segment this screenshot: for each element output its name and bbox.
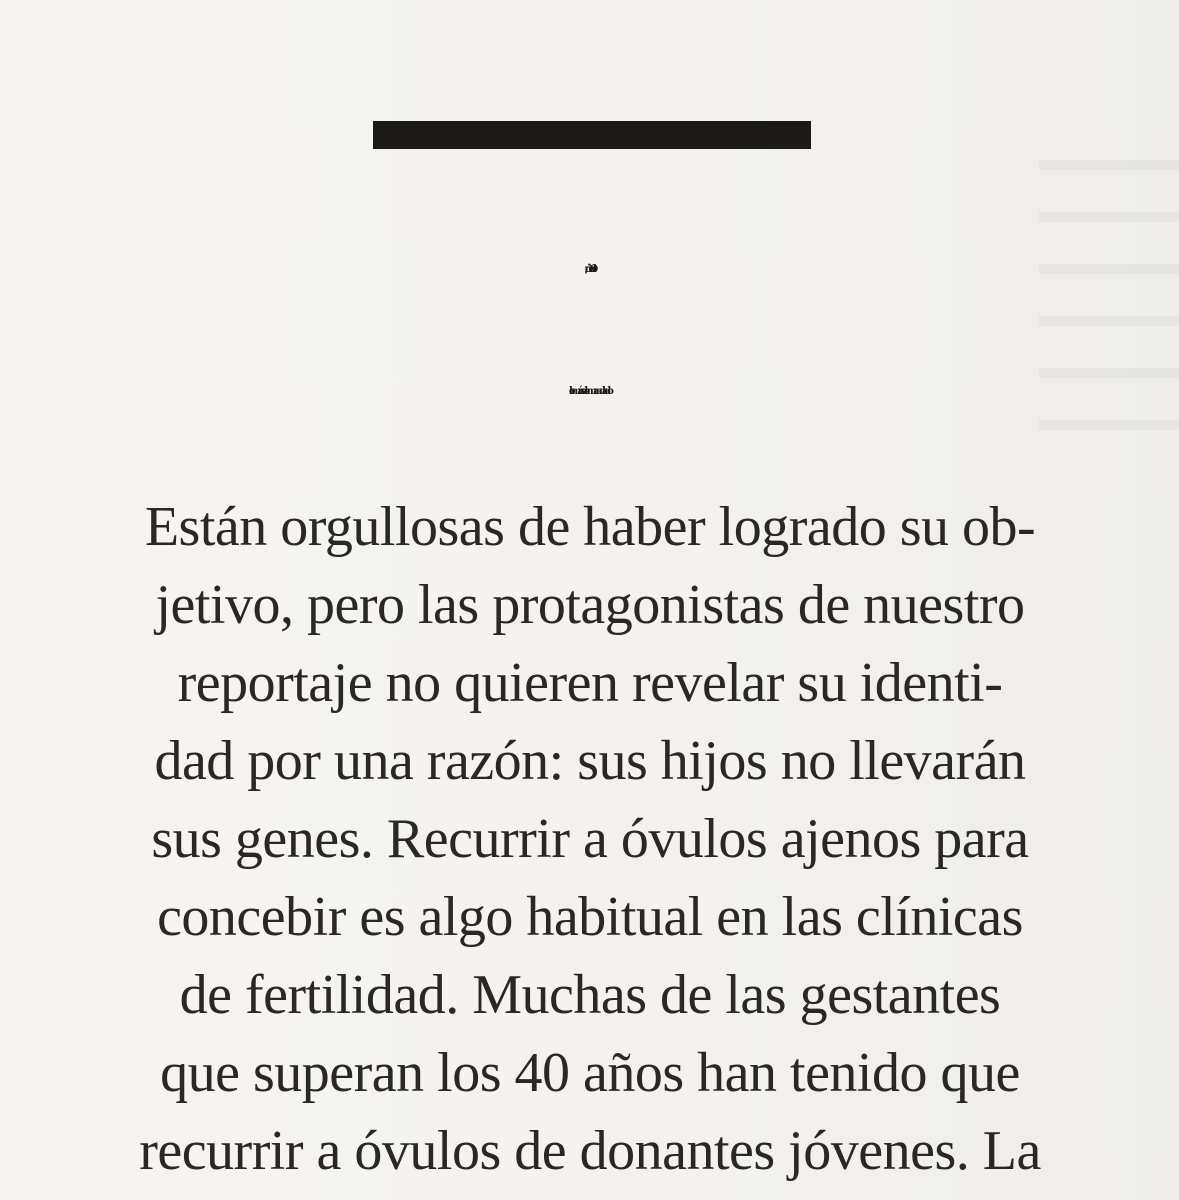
headline	[0, 200, 1179, 442]
section-rule	[373, 121, 811, 149]
body-line: recurrir a óvulos de donantes jóvenes. La	[139, 1120, 1041, 1182]
body-line: jetivo, pero las protagonistas de nuestro	[155, 574, 1025, 636]
body-line: que superan los 40 años han tenido que	[160, 1042, 1020, 1104]
article-body	[40, 488, 1140, 1190]
body-line: concebir es algo habitual en las clínicas	[157, 886, 1023, 948]
body-line: Están orgullosas de haber logrado su ob-	[144, 496, 1036, 558]
headline-line-2: lo más demandado	[569, 386, 610, 397]
body-line: sus genes. Recurrir a óvulos ajenos para	[151, 808, 1029, 870]
body-line: de fertilidad. Muchas de las gestantes	[179, 964, 1001, 1026]
body-line: dad por una razón: sus hijos no llevarán	[154, 730, 1026, 792]
body-line: reportaje no quieren revelar su identi-	[177, 652, 1003, 714]
headline-line-1	[0, 197, 1179, 344]
